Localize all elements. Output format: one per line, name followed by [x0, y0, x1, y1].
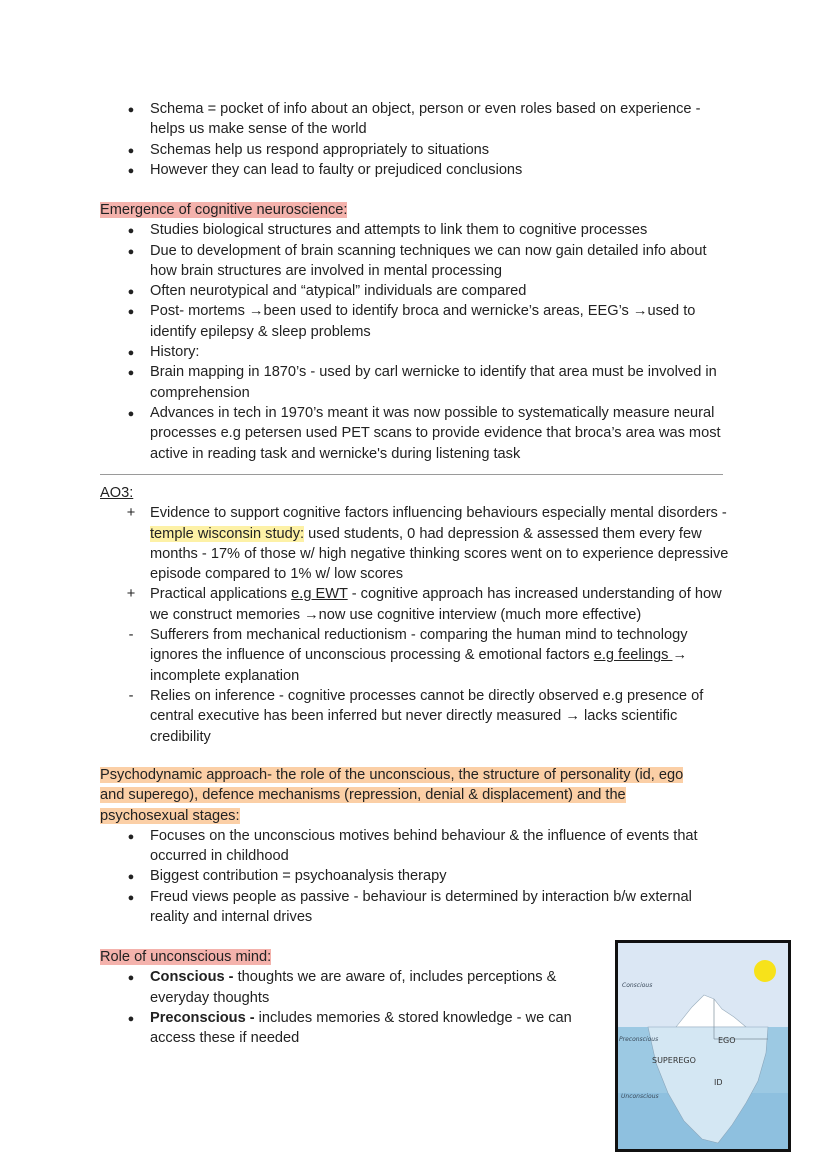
unconscious-label: Unconscious — [621, 1093, 659, 1100]
list-item: ● Freud views people as passive - behaviour is determined by interaction b/w external reality and internal drives — [100, 887, 732, 928]
conscious-label: Conscious — [622, 982, 653, 989]
section-heading: Emergence of cognitive neuroscience: — [100, 202, 348, 218]
list-item: ● Post- mortems →been used to identify broca and wernicke’s areas, EEG’s →used to identify epilepsy & sleep problems — [100, 301, 732, 342]
bullet-icon — [123, 342, 139, 363]
list-item: - Relies on inference - cognitive processes cannot be directly observed e.g presence of central executive has been inferred but never directly measured → lacks scientific credibility — [100, 686, 732, 747]
list-item: ● Advances in tech in 1970’s meant it was now possible to systematically measure neural processes e.g petersen used PET scans to provide evidence that broca’s area was most active in reading task and wernicke's during listening task — [100, 403, 732, 464]
bullet-icon — [123, 403, 139, 424]
bullet-icon — [123, 301, 139, 322]
list-item: - Sufferers from mechanical reductionism - comparing the human mind to technology ignores the influence of unconscious processing & emotional factors e.g feelings → incomplete explanation — [100, 625, 732, 686]
unconscious-list — [100, 967, 600, 1048]
bullet-icon — [123, 1008, 139, 1029]
list-item: ● Brain mapping in 1870’s - used by carl wernicke to identify that area must be involved in comprehension — [100, 362, 732, 403]
ego-label: EGO — [718, 1036, 736, 1045]
list-item: ● Schema = pocket of info about an object, person or even roles based on experience - helps us make sense of the world — [100, 99, 732, 140]
list-item: ● Studies biological structures and attempts to link them to cognitive processes — [100, 220, 732, 240]
list-item: ● History: — [100, 342, 732, 362]
section-heading: Role of unconscious mind: — [100, 949, 272, 965]
minus-marker: - — [128, 627, 134, 644]
list-item: + Practical applications e.g EWT - cognitive approach has increased understanding of how we construct memories →now use cognitive interview (much more effective) — [100, 584, 732, 625]
list-item: ● Often neurotypical and “atypical” individuals are compared — [100, 281, 732, 301]
bullet-icon — [123, 362, 139, 383]
bullet-icon — [123, 220, 139, 241]
schema-section — [100, 99, 732, 180]
list-item: + Evidence to support cognitive factors influencing behaviours especially mental disorders - temple wisconsin study: used students, 0 had depression & assessed them every few months - 17% of those w/ high negative thinking scores went on to experience depressive episode compared to 1% w/ low scores — [100, 503, 732, 584]
id-label: ID — [714, 1078, 723, 1087]
section-heading: AO3: — [100, 485, 134, 501]
neuroscience-list — [100, 220, 732, 464]
unconscious-section — [100, 947, 600, 1048]
bullet-icon — [123, 887, 139, 908]
ao3-section — [100, 483, 732, 747]
bullet-icon — [123, 967, 139, 988]
list-item: ● Focuses on the unconscious motives behind behaviour & the influence of events that occurred in childhood — [100, 826, 732, 867]
bullet-icon — [123, 160, 139, 181]
bullet-icon — [123, 826, 139, 847]
section-heading: Psychodynamic approach- the role of the unconscious, the structure of personality (id, ego and superego), defence mechanisms (repression, denial & displacement) and the psychosexual stages: — [100, 767, 684, 824]
iceberg-svg — [618, 943, 788, 1149]
psychodynamic-list — [100, 826, 732, 927]
horizontal-divider — [100, 474, 723, 475]
iceberg-diagram — [615, 940, 791, 1152]
psychodynamic-section — [100, 765, 760, 927]
bullet-icon — [123, 241, 139, 262]
neuroscience-section — [100, 200, 732, 464]
minus-marker: - — [128, 687, 134, 704]
plus-marker: + — [126, 505, 136, 522]
list-item: ● Biggest contribution = psychoanalysis therapy — [100, 866, 732, 886]
superego-label: SUPEREGO — [652, 1056, 696, 1065]
list-item: ● However they can lead to faulty or prejudiced conclusions — [100, 160, 732, 180]
list-item: ● Due to development of brain scanning techniques we can now gain detailed info about how brain structures are involved in mental processing — [100, 241, 732, 282]
list-item: ● Preconscious - includes memories & stored knowledge - we can access these if needed — [100, 1008, 600, 1049]
preconscious-label: Preconscious — [619, 1036, 659, 1043]
ao3-list — [100, 503, 732, 747]
bullet-icon — [123, 99, 139, 120]
plus-marker: + — [126, 586, 136, 603]
bullet-icon — [123, 140, 139, 161]
sun-icon — [754, 960, 776, 982]
schema-list — [100, 99, 732, 180]
bullet-icon — [123, 281, 139, 302]
bullet-icon — [123, 866, 139, 887]
list-item: ● Schemas help us respond appropriately to situations — [100, 140, 732, 160]
list-item: ● Conscious - thoughts we are aware of, includes perceptions & everyday thoughts — [100, 967, 600, 1008]
